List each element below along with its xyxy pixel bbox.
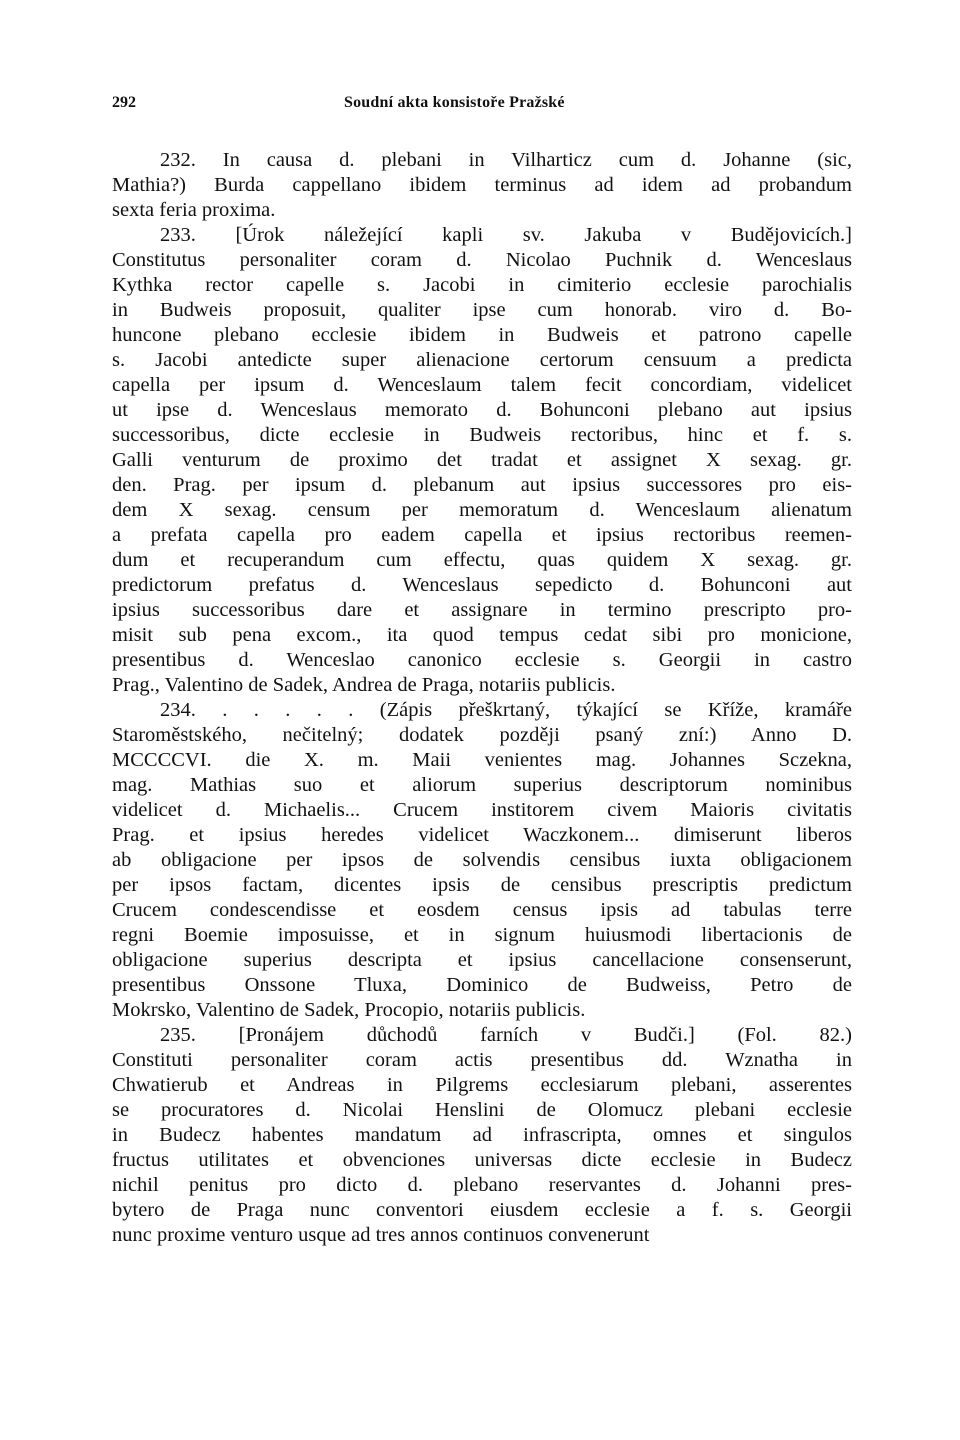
entry-heading-line: 234. . . . . . (Zápis přeškrtaný, týkající se Kříže, kramáře	[160, 699, 852, 721]
text-line: Prag. et ipsius heredes videlicet Waczkonem... dimiserunt liberos	[112, 824, 852, 846]
text-line: Constitutus personaliter coram d. Nicolao Puchnik d. Wenceslaus	[112, 249, 852, 271]
text-line: presentibus Onssone Tluxa, Dominico de Budweiss, Petro de	[112, 974, 852, 996]
text-line: ipsius successoribus dare et assignare in termino prescripto pro-	[112, 599, 852, 621]
text-line: per ipsos factam, dicentes ipsis de censibus prescriptis predictum	[112, 874, 852, 896]
text-line: presentibus d. Wenceslao canonico ecclesie s. Georgii in castro	[112, 649, 852, 671]
entry-paragraph	[112, 148, 852, 223]
text-line: se procuratores d. Nicolai Henslini de Olomucz plebani ecclesie	[112, 1099, 852, 1121]
text-line: videlicet d. Michaelis... Crucem institorem civem Maioris civitatis	[112, 799, 852, 821]
text-line: Prag., Valentino de Sadek, Andrea de Praga, notariis publicis.	[112, 674, 616, 696]
text-line: huncone plebano ecclesie ibidem in Budweis et patrono capelle	[112, 324, 852, 346]
running-title: Soudní akta konsistoře Pražské	[344, 94, 565, 111]
text-line: Mathia?) Burda cappellano ibidem terminus ad idem ad probandum	[112, 174, 852, 196]
entry-paragraph	[112, 1023, 852, 1248]
text-line: ab obligacione per ipsos de solvendis censibus iuxta obligacionem	[112, 849, 852, 871]
text-line: in Budecz habentes mandatum ad infrascripta, omnes et singulos	[112, 1124, 852, 1146]
text-line: MCCCCVI. die X. m. Maii venientes mag. Johannes Sczekna,	[112, 749, 852, 771]
text-line: dem X sexag. censum per memoratum d. Wenceslaum alienatum	[112, 499, 852, 521]
text-line: dum et recuperandum cum effectu, quas quidem X sexag. gr.	[112, 549, 852, 571]
text-line: predictorum prefatus d. Wenceslaus sepedicto d. Bohunconi aut	[112, 574, 852, 596]
entry-paragraph	[112, 223, 852, 698]
text-line: Chwatierub et Andreas in Pilgrems ecclesiarum plebani, asserentes	[112, 1074, 852, 1096]
text-line: ut ipse d. Wenceslaus memorato d. Bohunconi plebano aut ipsius	[112, 399, 852, 421]
document-body	[112, 148, 852, 1248]
text-line: nunc proxime venturo usque ad tres annos continuos convenerunt	[112, 1224, 650, 1246]
page-header	[112, 94, 852, 118]
text-line: mag. Mathias suo et aliorum superius descriptorum nominibus	[112, 774, 852, 796]
text-line: nichil penitus pro dicto d. plebano reservantes d. Johanni pres-	[112, 1174, 852, 1196]
text-line: successoribus, dicte ecclesie in Budweis rectoribus, hinc et f. s.	[112, 424, 852, 446]
text-line: in Budweis proposuit, qualiter ipse cum honorab. viro d. Bo-	[112, 299, 852, 321]
entry-paragraph	[112, 698, 852, 1023]
text-line: sexta feria proxima.	[112, 199, 276, 221]
text-line: Mokrsko, Valentino de Sadek, Procopio, notariis publicis.	[112, 999, 586, 1021]
text-line: Galli venturum de proximo det tradat et assignet X sexag. gr.	[112, 449, 852, 471]
text-line: fructus utilitates et obvenciones universas dicte ecclesie in Budecz	[112, 1149, 852, 1171]
text-line: obligacione superius descripta et ipsius cancellacione consenserunt,	[112, 949, 852, 971]
text-line: Constituti personaliter coram actis presentibus dd. Wznatha in	[112, 1049, 852, 1071]
page-number: 292	[112, 94, 136, 111]
text-line: s. Jacobi antedicte super alienacione certorum censuum a predicta	[112, 349, 852, 371]
entry-heading-line: 232. In causa d. plebani in Vilharticz cum d. Johanne (sic,	[160, 149, 852, 171]
text-line: regni Boemie imposuisse, et in signum huiusmodi libertacionis de	[112, 924, 852, 946]
text-line: Crucem condescendisse et eosdem census ipsis ad tabulas terre	[112, 899, 852, 921]
text-line: den. Prag. per ipsum d. plebanum aut ipsius successores pro eis-	[112, 474, 852, 496]
text-line: capella per ipsum d. Wenceslaum talem fecit concordiam, videlicet	[112, 374, 852, 396]
text-line: misit sub pena excom., ita quod tempus cedat sibi pro monicione,	[112, 624, 852, 646]
text-line: Kythka rector capelle s. Jacobi in cimiterio ecclesie parochialis	[112, 274, 852, 296]
entry-heading-line: 235. [Pronájem důchodů farních v Budči.] (Fol. 82.)	[160, 1024, 852, 1046]
text-line: Staroměstského, nečitelný; dodatek později psaný zní:) Anno D.	[112, 724, 852, 746]
text-line: a prefata capella pro eadem capella et ipsius rectoribus reemen-	[112, 524, 852, 546]
text-line: bytero de Praga nunc conventori eiusdem ecclesie a f. s. Georgii	[112, 1199, 852, 1221]
entry-heading-line: 233. [Úrok náležející kapli sv. Jakuba v Budějovicích.]	[160, 224, 852, 246]
